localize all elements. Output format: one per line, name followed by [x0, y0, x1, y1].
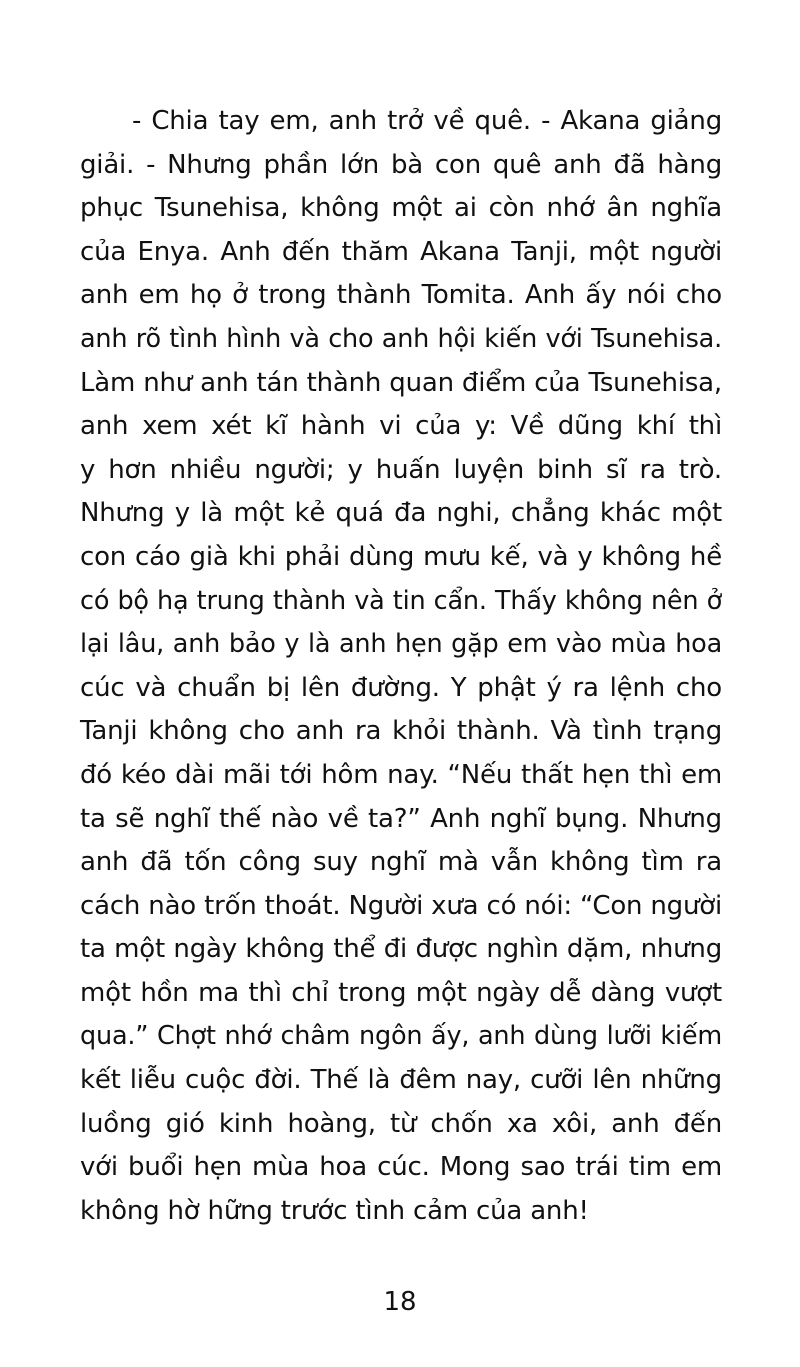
- text-line: con cáo già khi phải dùng mưu kế, và y không hề: [80, 541, 722, 572]
- text-line: anh xem xét kĩ hành vi của y: Về dũng khí thì: [80, 411, 722, 442]
- text-line: Nhưng y là một kẻ quá đa nghi, chẳng khác một: [80, 498, 722, 529]
- text-line: không hờ hững trước tình cảm của anh!: [80, 1195, 589, 1226]
- text-line: giải. - Nhưng phần lớn bà con quê anh đã hàng: [80, 149, 722, 180]
- text-line: anh đã tốn công suy nghĩ mà vẫn không tìm ra: [80, 847, 722, 878]
- text-line: kết liễu cuộc đời. Thế là đêm nay, cưỡi lên những: [80, 1065, 722, 1096]
- text-line: cúc và chuẩn bị lên đường. Y phật ý ra lệnh cho: [80, 672, 722, 703]
- text-line: lại lâu, anh bảo y là anh hẹn gặp em vào mùa hoa: [80, 629, 722, 660]
- text-line: đó kéo dài mãi tới hôm nay. “Nếu thất hẹn thì em: [80, 759, 722, 790]
- text-line: - Chia tay em, anh trở về quê. - Akana giảng: [132, 106, 722, 136]
- text-line: của Enya. Anh đến thăm Akana Tanji, một người: [80, 236, 722, 267]
- text-line: y hơn nhiều người; y huấn luyện binh sĩ ra trò.: [80, 454, 722, 485]
- text-line: Tanji không cho anh ra khỏi thành. Và tình trạng: [80, 716, 722, 747]
- page-number: 18: [383, 1287, 417, 1317]
- text-line: có bộ hạ trung thành và tin cẩn. Thấy không nên ở: [80, 585, 722, 616]
- text-line: ta sẽ nghĩ thế nào về ta?” Anh nghĩ bụng. Nhưng: [80, 803, 722, 834]
- text-line: qua.” Chợt nhớ châm ngôn ấy, anh dùng lưỡi kiếm: [80, 1021, 722, 1052]
- text-line: cách nào trốn thoát. Người xưa có nói: “Con người: [80, 890, 722, 921]
- text-line: anh em họ ở trong thành Tomita. Anh ấy nói cho: [80, 280, 722, 311]
- body-text: [80, 100, 722, 1233]
- text-line: anh rõ tình hình và cho anh hội kiến với Tsunehisa.: [80, 323, 722, 354]
- text-line: luồng gió kinh hoàng, từ chốn xa xôi, anh đến: [80, 1108, 722, 1139]
- text-line: phục Tsunehisa, không một ai còn nhớ ân nghĩa: [80, 193, 722, 224]
- text-line: với buổi hẹn mùa hoa cúc. Mong sao trái tim em: [80, 1152, 722, 1183]
- text-line: một hồn ma thì chỉ trong một ngày dễ dàng vượt: [80, 977, 722, 1008]
- text-line: ta một ngày không thể đi được nghìn dặm, nhưng: [80, 934, 722, 965]
- text-line: Làm như anh tán thành quan điểm của Tsunehisa,: [80, 367, 722, 398]
